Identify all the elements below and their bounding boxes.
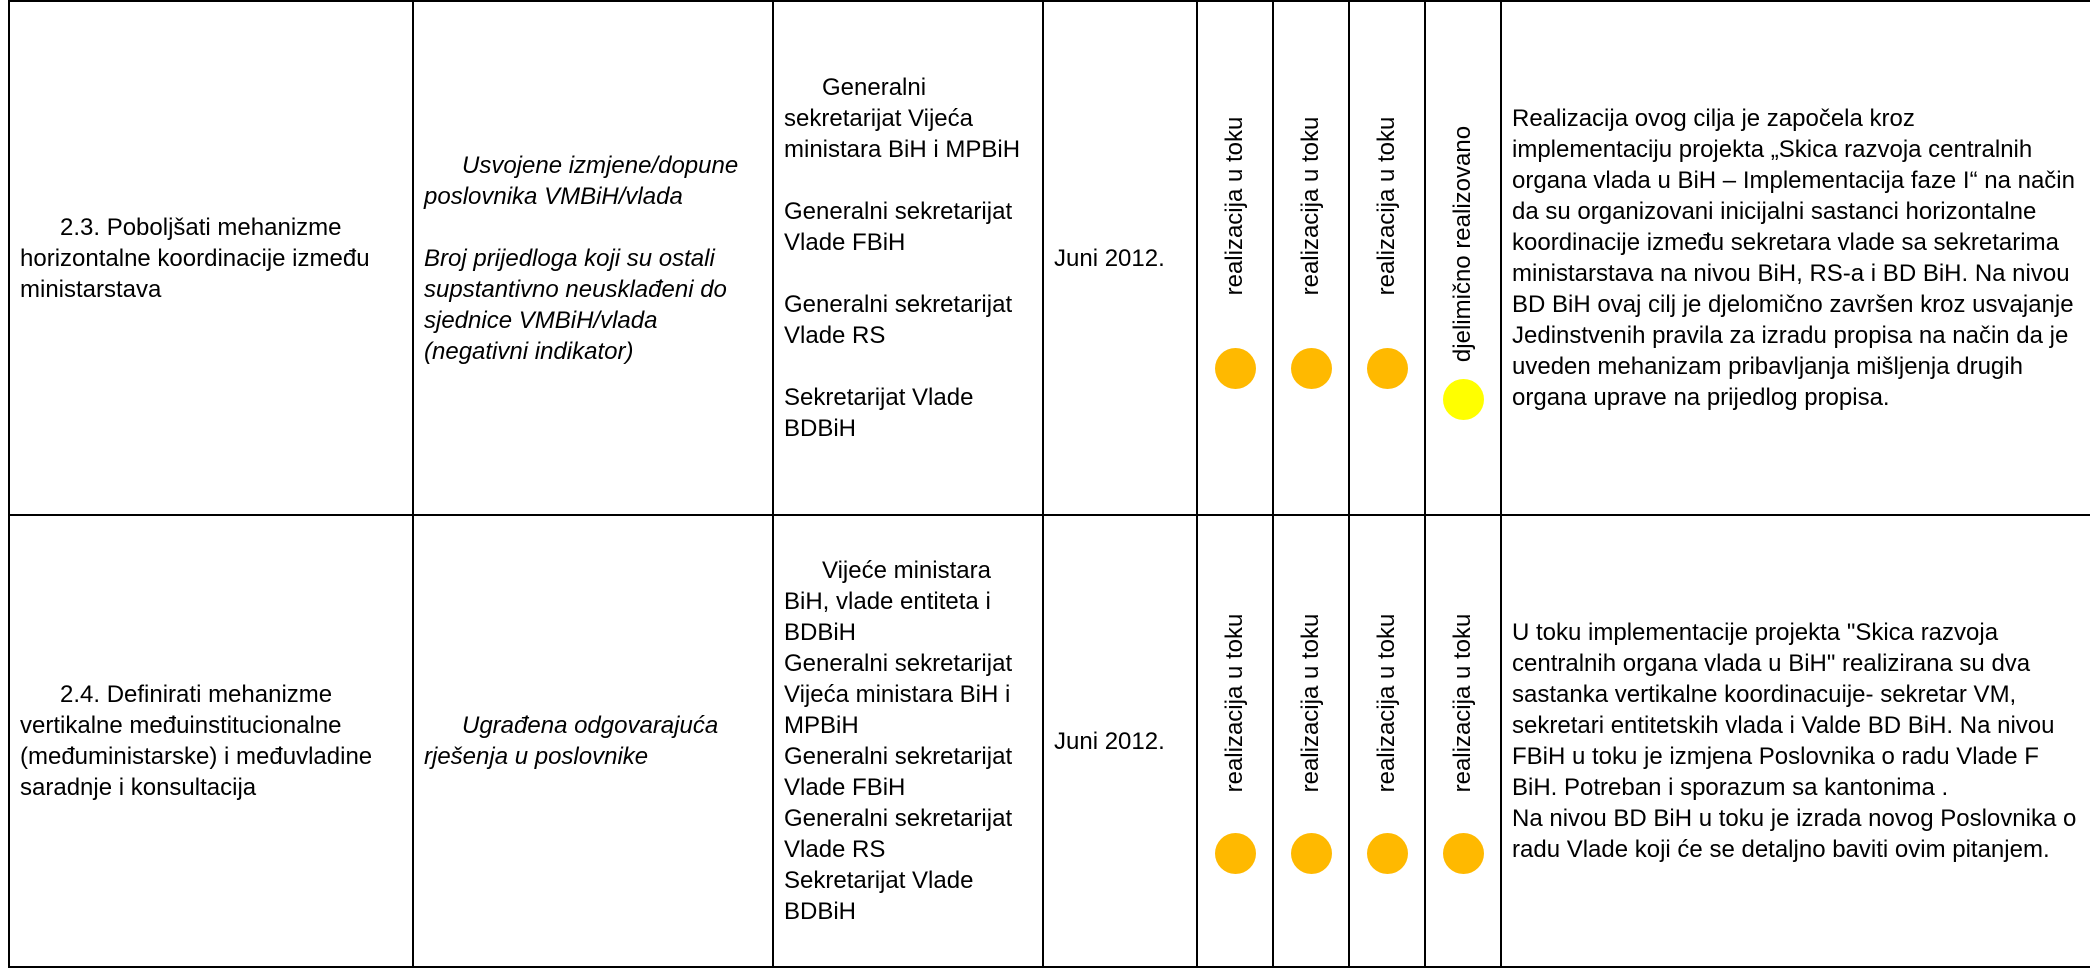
status-cell bbox=[1273, 515, 1349, 967]
responsible-text: Sekretarijat Vlade BDBiH bbox=[784, 867, 974, 925]
status-label: realizacija u toku bbox=[1221, 116, 1248, 296]
indicator-text: Ugrađena odgovarajuća rješenja u poslovnike bbox=[424, 712, 719, 770]
goal-cell bbox=[9, 515, 413, 967]
responsible-cell bbox=[773, 515, 1043, 967]
status-label: realizacija u toku bbox=[1297, 613, 1324, 793]
deadline-cell bbox=[1043, 515, 1197, 967]
note-text: Na nivou BD BiH u toku je izrada novog Poslovnika o radu Vlade koji će se detaljno baviti ovim pitanjem. bbox=[1512, 805, 2077, 863]
status-indicator-icon bbox=[1215, 833, 1256, 874]
goal-text: 2.4. Definirati mehanizme vertikalne međuinstitucionalne (međuministarske) i međuvladine saradnje i konsultacija bbox=[20, 681, 373, 801]
note-cell bbox=[1501, 515, 2090, 967]
goal-text: 2.3. Poboljšati mehanizme horizontalne koordinacije između ministarstava bbox=[20, 213, 370, 303]
table-row bbox=[9, 1, 2090, 515]
indicator-text: Usvojene izmjene/dopune poslovnika VMBiH/vlada bbox=[424, 151, 739, 210]
responsible-text: Generalni sekretarijat Vlade RS bbox=[784, 805, 1013, 863]
note-text: Realizacija ovog cilja je započela kroz implementaciju projekta „Skica razvoja centralnih organa vlada u BiH – Implementacija faze I“ na način da su organizovani inicijalni sastanci horizontalne koordinacije između sekretara vlade sa sekretarima ministarstava na nivou BiH, RS-a i BD BiH. Na nivou BD BiH ovaj cilj je djelomično završen kroz usvajanje Jedinstvenih pravila za izradu propisa na način da je uveden mehanizam pribavljanja mišljenja drugih organa uprave na prijedlog propisa. bbox=[1512, 105, 2075, 411]
note-cell bbox=[1501, 1, 2090, 515]
status-indicator-icon bbox=[1215, 348, 1256, 389]
status-label: realizacija u toku bbox=[1297, 116, 1324, 296]
status-cell bbox=[1273, 1, 1349, 515]
responsible-text: Vijeće ministara BiH, vlade entiteta i BDBiH bbox=[784, 557, 991, 646]
status-label: djelimično realizovano bbox=[1449, 125, 1476, 363]
indicator-text: Broj prijedloga koji su ostali supstantivno neusklađeni do sjednice VMBiH/vlada (negativni indikator) bbox=[424, 244, 727, 365]
deadline-text: Juni 2012. bbox=[1054, 244, 1165, 272]
status-indicator-icon bbox=[1367, 833, 1408, 874]
responsible-cell bbox=[773, 1, 1043, 515]
indicator-cell bbox=[413, 515, 773, 967]
status-label: realizacija u toku bbox=[1221, 613, 1248, 793]
responsible-text: Generalni sekretarijat Vijeća ministara BiH i MPBiH bbox=[784, 650, 1013, 739]
status-indicator-icon bbox=[1291, 348, 1332, 389]
status-cell bbox=[1349, 1, 1425, 515]
responsible-text: Sekretarijat Vlade BDBiH bbox=[784, 384, 974, 442]
status-label: realizacija u toku bbox=[1449, 613, 1476, 793]
goal-cell bbox=[9, 1, 413, 515]
table-row bbox=[9, 515, 2090, 967]
responsible-text: Generalni sekretarijat Vlade FBiH bbox=[784, 198, 1013, 256]
status-cell bbox=[1197, 1, 1273, 515]
status-indicator-icon bbox=[1443, 833, 1484, 874]
deadline-text: Juni 2012. bbox=[1054, 727, 1165, 755]
status-cell bbox=[1425, 1, 1501, 515]
deadline-cell bbox=[1043, 1, 1197, 515]
responsible-text: Generalni sekretarijat Vijeća ministara BiH i MPBiH bbox=[784, 74, 1021, 163]
status-indicator-icon bbox=[1443, 379, 1484, 420]
status-cell bbox=[1349, 515, 1425, 967]
status-label: realizacija u toku bbox=[1373, 116, 1400, 296]
responsible-text: Generalni sekretarijat Vlade RS bbox=[784, 291, 1013, 349]
status-cell bbox=[1197, 515, 1273, 967]
status-indicator-icon bbox=[1291, 833, 1332, 874]
note-text: U toku implementacije projekta "Skica razvoja centralnih organa vlada u BiH" realizirana su dva sastanka vertikalne koordinacuije- sekretar VM, sekretari entitetskih vlada i Valde BD BiH. Na nivou FBiH u toku je izmjena Poslovnika o radu Vlade F BiH. Potreban i sporazum sa kantonima . bbox=[1512, 619, 2055, 801]
status-label: realizacija u toku bbox=[1373, 613, 1400, 793]
progress-table bbox=[8, 0, 2090, 968]
status-cell bbox=[1425, 515, 1501, 967]
indicator-cell bbox=[413, 1, 773, 515]
status-indicator-icon bbox=[1367, 348, 1408, 389]
responsible-text: Generalni sekretarijat Vlade FBiH bbox=[784, 743, 1013, 801]
